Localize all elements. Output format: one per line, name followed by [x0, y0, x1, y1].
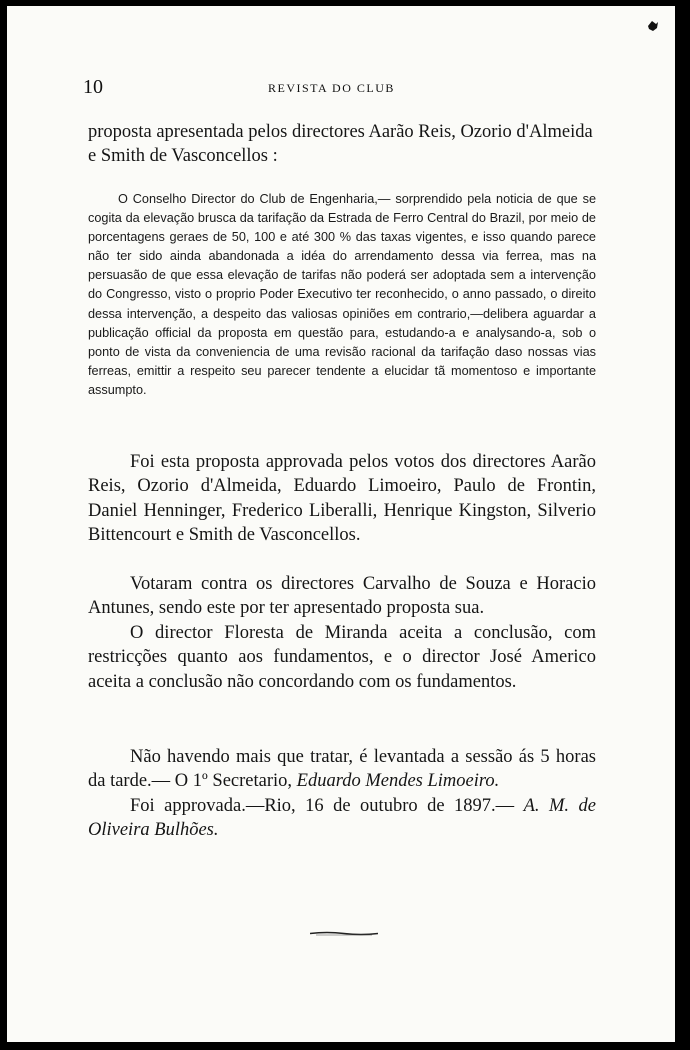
secretary-signature: Eduardo Mendes Limoeiro.	[296, 771, 500, 792]
paragraph-approval	[88, 794, 596, 843]
running-head: REVISTA DO CLUB	[268, 81, 395, 95]
session-closing-text: Não havendo mais que tratar, é levantada a sessão ás 5 horas da tarde.— O 1º Secretario,	[88, 747, 596, 792]
approval-signature: A. M. de Oliveira Bulhões.	[88, 796, 596, 841]
page-header	[83, 76, 595, 100]
intro-paragraph: proposta apresentada pelos directores Aarão Reis, Ozorio d'Almeida e Smith de Vasconcellos :	[88, 122, 593, 167]
end-ornament-rule	[310, 921, 378, 926]
quoted-proposal: O Conselho Director do Club de Engenharia,— sorprendido pela noticia de que se cogita da elevação brusca da tarifação da Estrada de Ferro Central do Brazil, por meio de porcentagens geraes de 50, 100 e até 300 % das taxas vigentes, e isso quando parece não ter sido ainda abandonada a idéa do arrendamento dessa via ferrea, mas na persuasão de que essa elevação de tarifas não poderá ser adoptada sem a intervenção do Congresso, visto o proprio Poder Executivo ter reconhecido, o anno passado, o direito dessa intervenção, a despeito das valiosas opiniões em contrario,—delibera aguardar a publicação official da proposta em questão para, estudando-a e analysando-a, sob o ponto de vista da conveniencia de uma revisão racional da tarifação daso nossas vias ferreas, emittir a respeito seu parecer tendente a elucidar tã momentoso e importante assumpto.	[88, 192, 596, 397]
approval-text: Foi approvada.—Rio, 16 de outubro de 1897.—	[130, 796, 515, 816]
paragraph-session-closing	[88, 745, 596, 794]
paragraph-restrictions: O director Floresta de Miranda aceita a conclusão, com restricções quanto aos fundamentos, e o director José Americo aceita a conclusão não concordando com os fundamentos.	[88, 623, 596, 692]
page-number: 10	[83, 76, 103, 98]
paragraph-vote-against: Votaram contra os directores Carvalho de Souza e Horacio Antunes, sendo este por ter apresentado proposta sua.	[88, 574, 596, 619]
paragraph-vote-approved: Foi esta proposta approvada pelos votos dos directores Aarão Reis, Ozorio d'Almeida, Eduardo Limoeiro, Paulo de Frontin, Daniel Henninger, Frederico Liberalli, Henrique Kingston, Silverio Bittencourt e Smith de Vasconcellos.	[88, 452, 596, 546]
ink-speck-mark	[645, 18, 661, 34]
